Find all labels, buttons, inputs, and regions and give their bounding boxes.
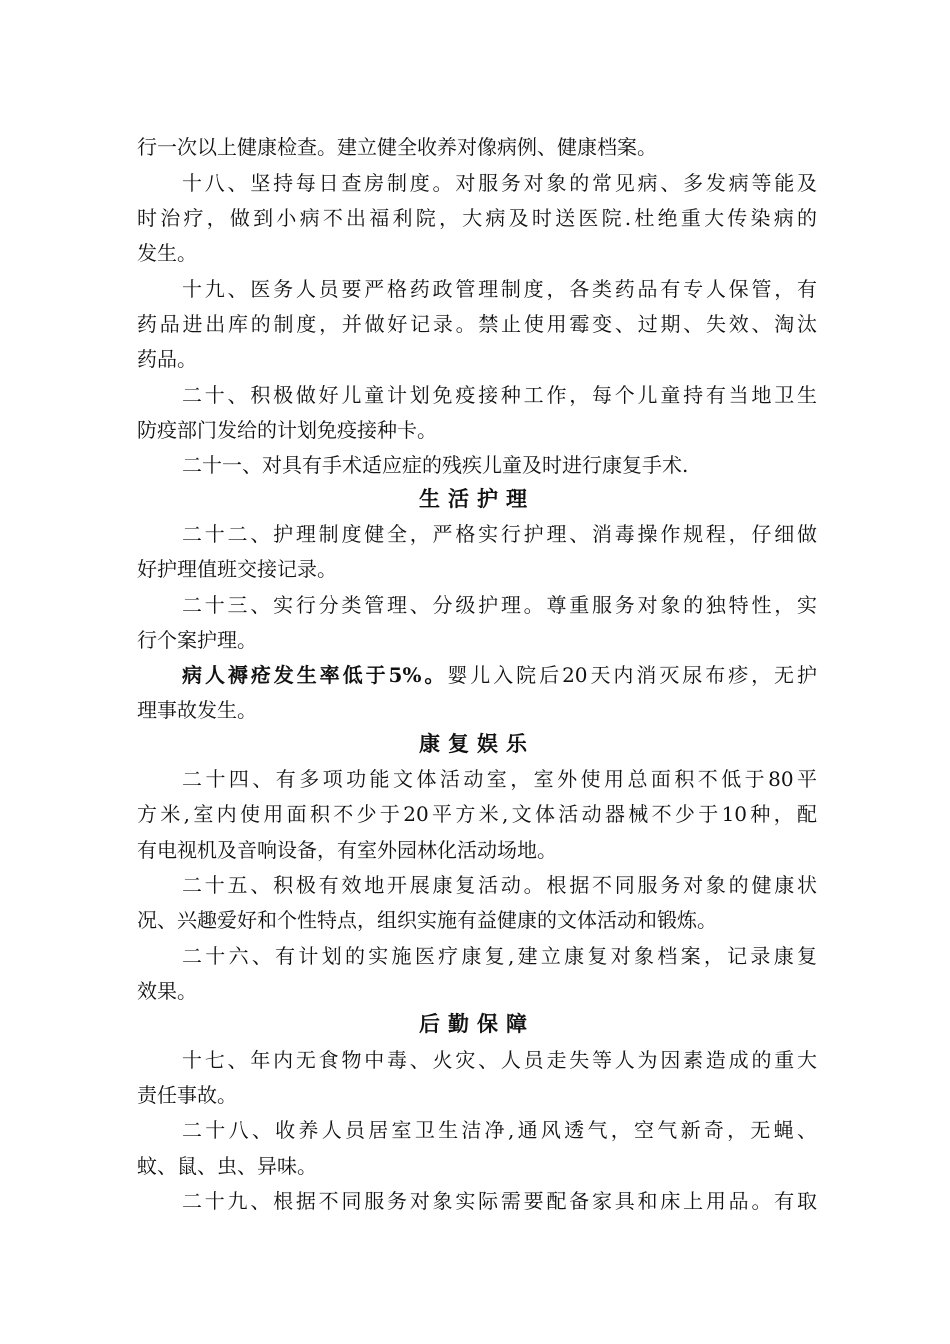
- text-line: 况、兴趣爱好和个性特点，组织实施有益健康的文体活动和锻炼。: [137, 908, 717, 932]
- text-line: 时治疗，做到小病不出福利院，大病及时送医院.杜绝重大传染病的: [137, 206, 817, 230]
- text-line: [182, 662, 817, 688]
- text-line: 二十一、对具有手术适应症的残疾儿童及时进行康复手术.: [182, 453, 689, 477]
- text-line: 十八、坚持每日查房制度。对服务对象的常见病、多发病等能及: [182, 171, 817, 195]
- text-line: 防疫部门发给的计划免疫接种卡。: [137, 418, 437, 442]
- text-line: 二十四、有多项功能文体活动室，室外使用总面积不低于80平: [182, 767, 817, 791]
- text-line: 十七、年内无食物中毒、火灾、人员走失等人为因素造成的重大: [182, 1048, 817, 1072]
- text-line: 药品。: [137, 347, 197, 371]
- text-line: 二十六、有计划的实施医疗康复,建立康复对象档案，记录康复: [182, 944, 817, 968]
- text-line: 二十八、收养人员居室卫生洁净,通风透气，空气新奇，无蝇、: [182, 1118, 817, 1142]
- text-line: 二十二、护理制度健全，严格实行护理、消毒操作规程，仔细做: [182, 522, 817, 546]
- text-line: 二十三、实行分类管理、分级护理。尊重服务对象的独特性，实: [182, 593, 817, 617]
- text-line: 二十、积极做好儿童计划免疫接种工作，每个儿童持有当地卫生: [182, 383, 817, 407]
- section-heading: 康复娱乐: [419, 731, 535, 756]
- text-line: 理事故发生。: [137, 698, 257, 722]
- text-span: 婴儿入院后20天内消灭尿布疹，无护: [447, 663, 817, 687]
- text-line: 二十五、积极有效地开展康复活动。根据不同服务对象的健康状: [182, 873, 817, 897]
- text-line: 行一次以上健康检查。建立健全收养对像病例、健康档案。: [137, 135, 657, 159]
- text-line: 发生。: [137, 241, 197, 265]
- text-line: 效果。: [137, 979, 197, 1003]
- bold-phrase: 病人褥疮发生率低于5%。: [182, 663, 448, 687]
- text-line: 二十九、根据不同服务对象实际需要配备家具和床上用品。有取: [182, 1189, 817, 1213]
- text-line: 方米,室内使用面积不少于20平方米,文体活动器械不少于10种，配: [137, 802, 817, 826]
- text-line: 行个案护理。: [137, 628, 257, 652]
- text-line: 责任事故。: [137, 1083, 237, 1107]
- text-line: 药品进出库的制度，并做好记录。禁止使用霉变、过期、失效、淘汰: [137, 312, 817, 336]
- section-heading: 后勤保障: [419, 1011, 535, 1036]
- text-line: 蚊、鼠、虫、异味。: [137, 1154, 317, 1178]
- section-heading: 生活护理: [419, 486, 535, 511]
- text-line: 十九、医务人员要严格药政管理制度，各类药品有专人保管，有: [182, 277, 817, 301]
- text-line: 好护理值班交接记录。: [137, 557, 337, 581]
- text-line: 有电视机及音响设备，有室外园林化活动场地。: [137, 838, 557, 862]
